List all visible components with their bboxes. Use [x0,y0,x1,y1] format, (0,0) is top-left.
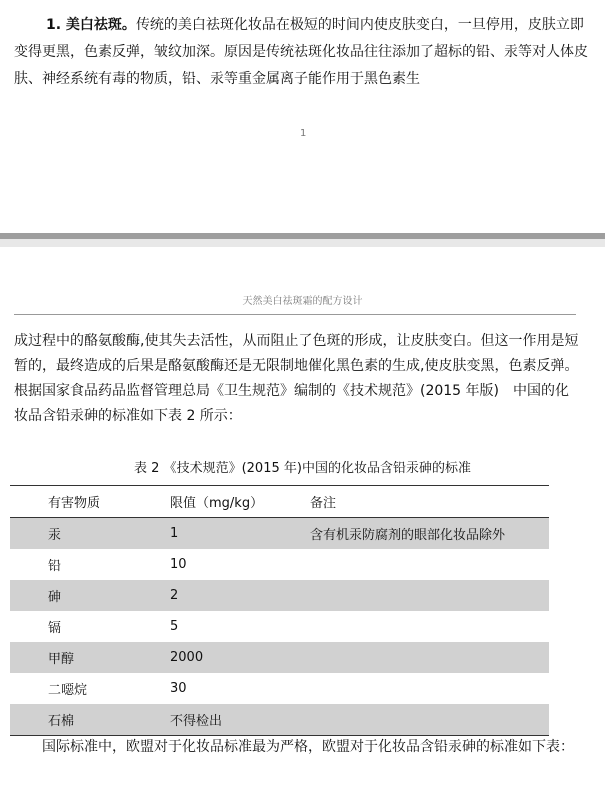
header-rule [14,314,576,315]
table-row [10,642,549,673]
table-cell: 2000 [170,642,310,673]
table-cell: 含有机汞防腐剂的眼部化妆品除外 [310,518,549,550]
table-cell: 2 [170,580,310,611]
paragraph-eu-standard [14,732,589,762]
page-number: 1 [300,128,307,139]
standards-table [10,485,549,736]
table-row [10,673,549,704]
table-cell: 不得检出 [170,704,310,736]
table-cell: 铅 [48,559,62,574]
table-caption: 表 2 《技术规范》(2015 年)中国的化妆品含铅汞砷的标准 [134,461,471,476]
table-cell: 1 [170,518,310,550]
column-header: 限值（mg/kg） [170,496,264,511]
paragraph-continuation: 成过程中的酪氨酸酶,使其失去活性，从而阻止了色斑的形成，让皮肤变白。但这一作用是短暂的，最终造成的后果是酪氨酸酶还是无限制地催化黑色素的生成,使皮肤变黑，色素反弹。根据国家食品药品监督管理总局《卫生规范》编制的《技术规范》(2015 年版) 中国的化妆品含铅汞砷的标准如下表 2 所示： [14,333,579,424]
table-cell [310,580,549,611]
item-body: 传统的美白祛斑化妆品在极短的时间内使皮肤变白，一旦停用，皮肤立即变得更黑，色素反弹，皱纹加深。原因是传统祛斑化妆品往往添加了超标的铅、汞等对人体皮肤、神经系统有毒的物质，铅、汞等重金属离子能作用于黑色素生 [14,17,588,87]
table-cell: 汞 [10,518,170,550]
table-row [10,611,549,642]
table-cell [310,673,549,704]
paragraph-whitening [14,12,589,93]
table-cell: 砷 [10,580,170,611]
running-header: 天然美白祛斑霜的配方设计 [242,296,363,307]
table-cell: 30 [170,681,187,696]
table-cell [310,549,549,580]
table-cell: 镉 [48,621,62,636]
table-row [10,704,549,736]
table-cell: 10 [170,557,187,572]
document-page-2 [0,247,605,796]
table-row [10,518,549,550]
table-cell: 二噁烷 [48,683,88,698]
table-cell: 甲醇 [10,642,170,673]
document-page-1 [0,0,605,236]
table-cell: 石棉 [10,704,170,736]
table-cell: 5 [170,619,179,634]
column-header: 备注 [310,496,337,511]
table-header-row [10,486,549,518]
table-cell [310,611,549,642]
page-gap [0,239,605,247]
table-cell [310,704,549,736]
column-header: 有害物质 [48,496,101,511]
table-row [10,549,549,580]
paragraph-body: 国际标准中，欧盟对于化妆品标准最为严格，欧盟对于化妆品含铅汞砷的标准如下表： [42,739,574,755]
item-heading: 1. 美白祛斑。 [46,17,136,33]
table-row [10,580,549,611]
table-cell [310,642,549,673]
